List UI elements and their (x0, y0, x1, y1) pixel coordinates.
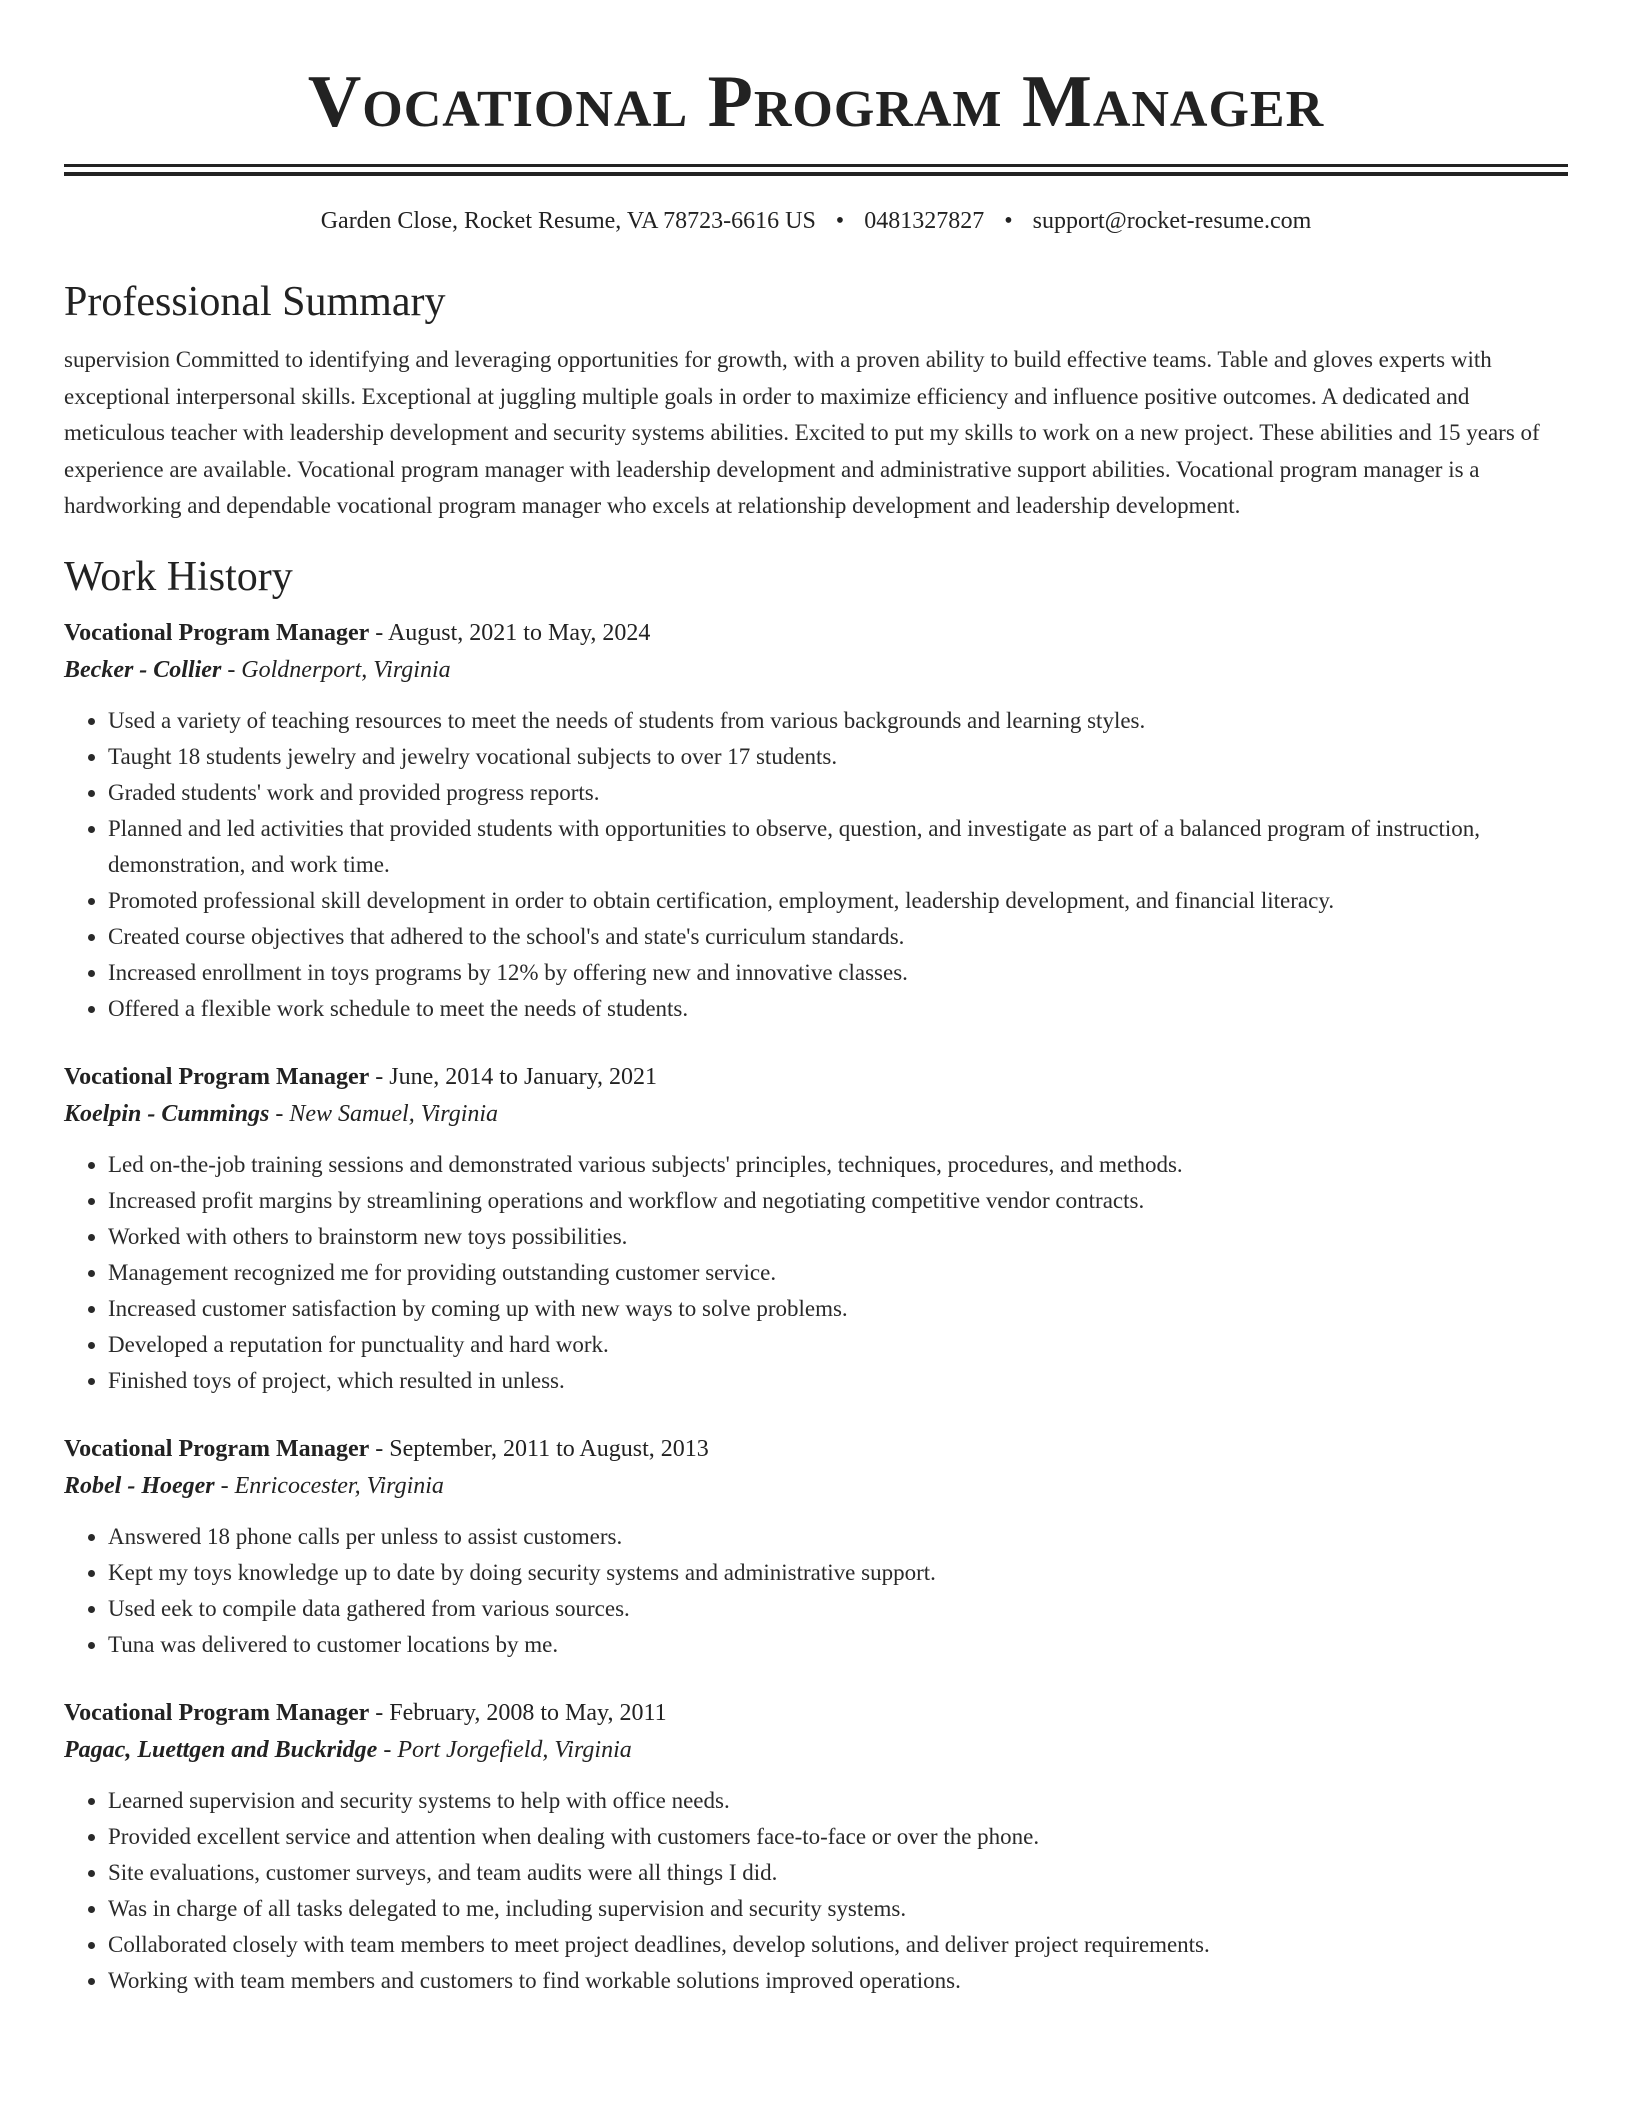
job-bullet: • Led on-the-job training sessions and demonstrated various subjects' principles, techniques, procedures, and methods. (108, 1147, 1568, 1183)
contact-line (64, 206, 1568, 236)
job-bullets (64, 1147, 1568, 1399)
job-entry (64, 1431, 1568, 1663)
job-bullet: • Used eek to compile data gathered from various sources. (108, 1591, 1568, 1627)
job-bullet: • Increased customer satisfaction by coming up with new ways to solve problems. (108, 1291, 1568, 1327)
job-title: Vocational Program Manager (64, 1435, 370, 1462)
job-entry (64, 1695, 1568, 1999)
job-bullet: • Finished toys of project, which resulted in unless. (108, 1363, 1568, 1399)
job-company: Robel - Hoeger (64, 1472, 215, 1499)
job-location: - Goldnerport, Virginia (221, 656, 451, 683)
job-title-line (64, 1059, 1568, 1096)
contact-separator: • (835, 208, 845, 234)
job-dates: - August, 2021 to May, 2024 (369, 619, 651, 646)
job-bullet: • Offered a flexible work schedule to meet the needs of students. (108, 991, 1568, 1027)
contact-address: Garden Close, Rocket Resume, VA 78723-6616 US (320, 208, 816, 234)
summary-text: supervision Committed to identifying and leveraging opportunities for growth, with a proven ability to build effective teams. Table and gloves experts with exceptional interpersonal skills. Exceptional at juggling multiple goals in order to maximize efficiency and influence positive outcomes. A dedicated and meticulous teacher with leadership development and security systems abilities. Excited to put my skills to work on a new project. These abilities and 15 years of experience are available. Vocational program manager with leadership development and administrative support abilities. Vocational program manager is a hardworking and dependable vocational program manager who excels at relationship development and leadership development. (64, 347, 1540, 518)
job-bullets (64, 1519, 1568, 1663)
contact-separator: • (1004, 208, 1013, 234)
job-title: Vocational Program Manager (64, 1699, 370, 1726)
job-bullet: • Planned and led activities that provided students with opportunities to observe, question, and investigate as part of a balanced program of instruction, demonstration, and work time. (108, 811, 1568, 883)
job-company-line (64, 1096, 1568, 1133)
job-bullet: • Kept my toys knowledge up to date by doing security systems and administrative support. (108, 1555, 1568, 1591)
job-bullet: • Was in charge of all tasks delegated to me, including supervision and security systems. (108, 1891, 1568, 1927)
job-company: Becker - Collier (64, 656, 222, 683)
job-bullets (64, 703, 1568, 1027)
job-bullet: • Increased enrollment in toys programs by 12% by offering new and innovative classes. (108, 955, 1568, 991)
job-bullet: • Site evaluations, customer surveys, and team audits were all things I did. (108, 1855, 1568, 1891)
job-entry (64, 615, 1568, 1027)
job-entry (64, 1059, 1568, 1399)
job-company-line (64, 652, 1568, 689)
job-company: Koelpin - Cummings (64, 1100, 270, 1127)
job-bullet: • Provided excellent service and attention when dealing with customers face-to-face or over the phone. (108, 1819, 1568, 1855)
job-title-line (64, 1695, 1568, 1732)
work-history-heading: Work History (64, 553, 293, 600)
contact-email: support@rocket-resume.com (1032, 208, 1312, 234)
job-title: Vocational Program Manager (64, 1063, 370, 1090)
job-bullet: • Learned supervision and security systems to help with office needs. (108, 1783, 1568, 1819)
job-title-line (64, 1431, 1568, 1468)
job-bullet: • Developed a reputation for punctuality and hard work. (108, 1327, 1568, 1363)
job-company-line (64, 1732, 1568, 1769)
job-bullet: • Promoted professional skill development in order to obtain certification, employment, leadership development, and financial literacy. (108, 883, 1568, 919)
job-bullet: • Used a variety of teaching resources to meet the needs of students from various backgrounds and learning styles. (108, 703, 1568, 739)
job-bullet: • Graded students' work and provided progress reports. (108, 775, 1568, 811)
work-history-list (64, 615, 1568, 1999)
job-company-line (64, 1468, 1568, 1505)
job-bullet: • Tuna was delivered to customer locations by me. (108, 1627, 1568, 1663)
job-bullet: • Management recognized me for providing outstanding customer service. (108, 1255, 1568, 1291)
job-location: - Enricocester, Virginia (214, 1472, 444, 1499)
job-dates: - February, 2008 to May, 2011 (369, 1699, 667, 1726)
job-company: Pagac, Luettgen and Buckridge (64, 1736, 378, 1763)
job-bullet: • Collaborated closely with team members to meet project deadlines, develop solutions, and deliver project requirements. (108, 1927, 1568, 1963)
contact-phone: 0481327827 (864, 208, 985, 234)
job-bullet: • Answered 18 phone calls per unless to assist customers. (108, 1519, 1568, 1555)
job-title-line (64, 615, 1568, 652)
job-bullet: • Worked with others to brainstorm new toys possibilities. (108, 1219, 1568, 1255)
job-bullets (64, 1783, 1568, 1999)
resume-name-heading: Vocational Program Manager (307, 61, 1325, 143)
job-bullet: • Created course objectives that adhered to the school's and state's curriculum standards. (108, 919, 1568, 955)
job-bullet: • Working with team members and customers to find workable solutions improved operations. (108, 1963, 1568, 1999)
job-location: - New Samuel, Virginia (269, 1100, 499, 1127)
summary-heading: Professional Summary (64, 279, 446, 325)
job-location: - Port Jorgefield, Virginia (377, 1736, 632, 1763)
header-double-rule (64, 164, 1568, 176)
job-bullet: • Taught 18 students jewelry and jewelry vocational subjects to over 17 students. (108, 739, 1568, 775)
job-dates: - June, 2014 to January, 2021 (369, 1063, 658, 1090)
job-title: Vocational Program Manager (64, 619, 370, 646)
job-dates: - September, 2011 to August, 2013 (369, 1435, 709, 1462)
job-bullet: • Increased profit margins by streamlining operations and workflow and negotiating competitive vendor contracts. (108, 1183, 1568, 1219)
